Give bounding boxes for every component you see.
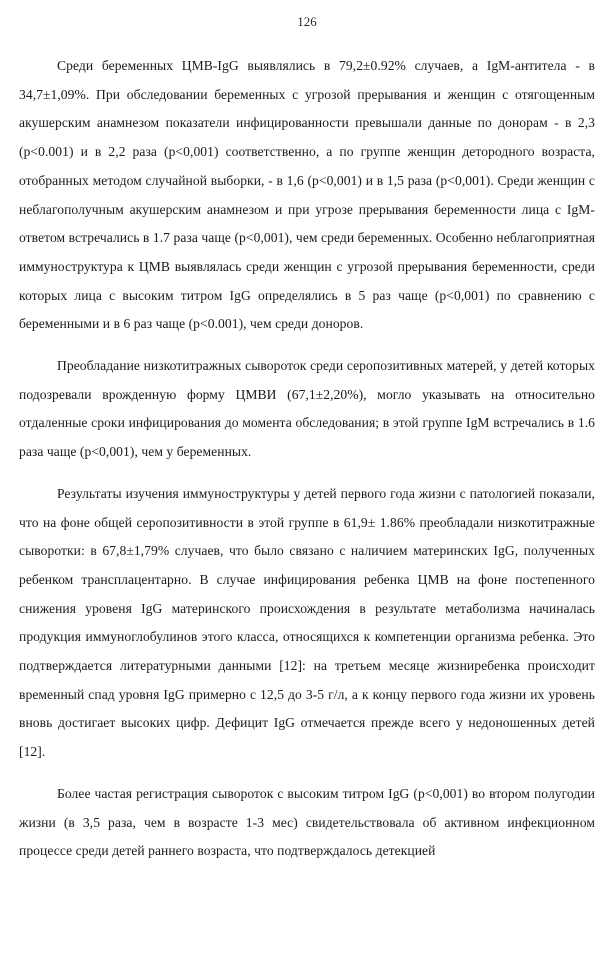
page-number: 126 (297, 14, 317, 29)
body-text (19, 52, 595, 879)
paragraph-3: Результаты изучения иммуноструктуры у детей первого года жизни с патологией показали, что на фоне общей серопозитивности в этой группе в 61,9± 1.86% преобладали низкотитражные сыворотки: в 67,8±1,79% случаев, что было связано с наличием материнских IgG, полученных ребенком трансплацентарно. В случае инфицирования ребенка ЦМВ на фоне постепенного снижения уровеня IgG материнского происхождения в результате метаболизма начиналась продукция иммуноглобулинов этого класса, относящихся к компетенции организма ребенка. Это подтверждается литературными данными [12]: на третьем месяце жизниребенка происходит временный спад уровня IgG примерно с 12,5 до 3-5 г/л, а к концу первого года жизни их уровень вновь достигает высоких цифр. Дефицит IgG отмечается прежде всего у недоношенных детей [12]. (19, 485, 595, 760)
paragraph-1: Среди беременных ЦМВ-IgG выявлялись в 79,2±0.92% случаев, а IgM-антитела - в 34,7±1,09%. При обследовании беременных с угрозой прерывания и женщин с отягощенным акушерским анамнезом показатели инфицированности превышали данные по донорам - в 2,3 (р<0.001) и в 2,2 раза (р<0,001) соответственно, а по группе женщин детородного возраста, отобранных методом случайной выборки, - в 1,6 (р<0,001) и в 1,5 раза (р<0,001). Среди женщин с неблагополучным акушерским анамнезом и при угрозе прерывания беременности лица с IgM-ответом встречались в 1.7 раза чаще (р<0,001), чем среди беременных. Особенно неблагоприятная иммуноструктура к ЦМВ выявлялась среди женщин с угрозой прерывания беременности, среди которых лица с высоким титром IgG определялись в 5 раз чаще (р<0,001) по сравнению с беременными и в 6 раз чаще (р<0.001), чем среди доноров. (19, 58, 595, 332)
paragraph-4: Более частая регистрация сывороток с высоким титром IgG (р<0,001) во втором полугодии жизни (в 3,5 раза, чем в возрасте 1-3 мес) свидетельствовала об активном инфекционном процессе среди детей раннего возраста, что подтверждалось детекцией (19, 785, 595, 859)
paragraph-2: Преобладание низкотитражных сывороток среди серопозитивных матерей, у детей которых подозревали врожденную форму ЦМВИ (67,1±2,20%), могло указывать на относительно отдаленные сроки инфицирования до момента обследования; в этой группе IgM встречались в 1.6 раза чаще (р<0,001), чем у беременных. (19, 358, 595, 460)
